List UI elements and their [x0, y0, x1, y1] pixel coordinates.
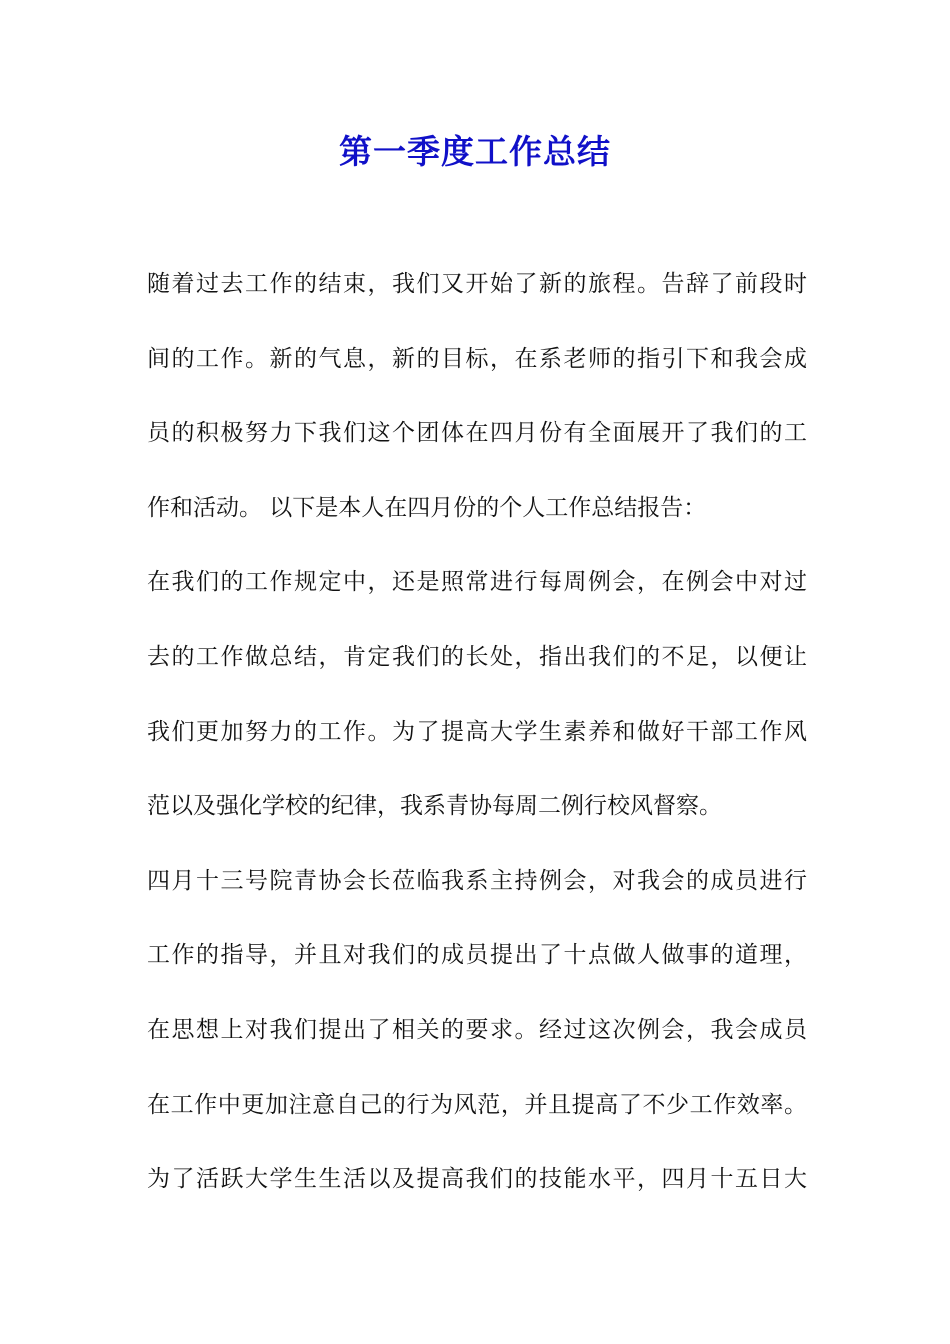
text-line: 我们更加努力的工作。为了提高大学生素养和做好干部工作风	[147, 718, 807, 745]
text-line: 员的积极努力下我们这个团体在四月份有全面展开了我们的工	[147, 420, 807, 447]
text-line: 随着过去工作的结束，我们又开始了新的旅程。告辞了前段时	[147, 271, 807, 297]
text-line: 四月十三号院青协会长莅临我系主持例会，对我会的成员进行	[147, 867, 807, 894]
text-line: 为了活跃大学生生活以及提高我们的技能水平，四月十五日大	[147, 1166, 807, 1193]
text-line: 在我们的工作规定中，还是照常进行每周例会，在例会中对过	[147, 569, 807, 596]
text-line: 范以及强化学校的纪律，我系青协每周二例行校风督察。	[147, 793, 722, 820]
page-title: 第一季度工作总结	[339, 132, 611, 171]
text-line: 工作的指导，并且对我们的成员提出了十点做人做事的道理，	[147, 942, 807, 969]
text-line: 在思想上对我们提出了相关的要求。经过这次例会，我会成员	[147, 1016, 807, 1043]
text-line: 在工作中更加注意自己的行为风范，并且提高了不少工作效率。	[147, 1091, 807, 1118]
text-line: 去的工作做总结，肯定我们的长处，指出我们的不足，以便让	[147, 643, 807, 670]
document-body	[147, 262, 807, 1232]
text-line: 间的工作。新的气息，新的目标，在系老师的指引下和我会成	[147, 345, 807, 372]
text-line: 作和活动。 以下是本人在四月份的个人工作总结报告：	[147, 494, 707, 521]
